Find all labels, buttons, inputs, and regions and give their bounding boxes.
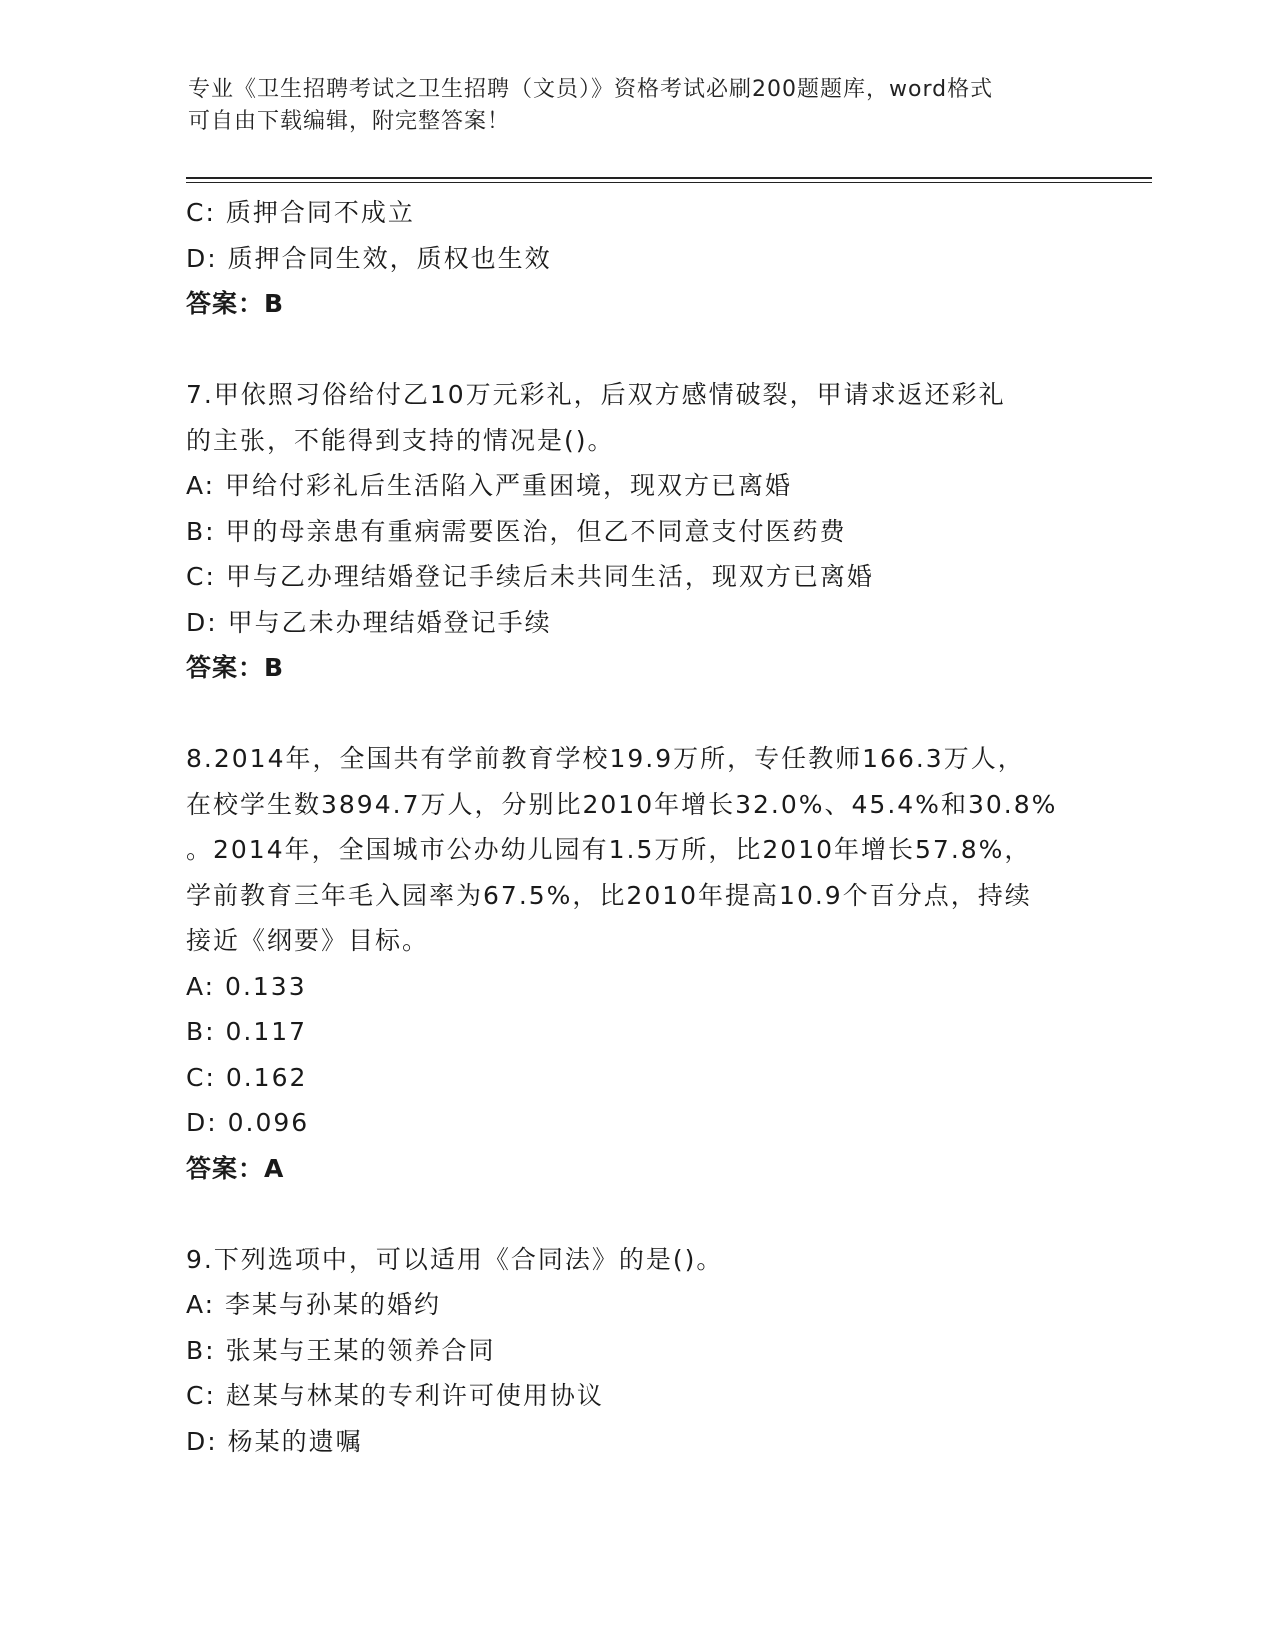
option-b: B: 张某与王某的领养合同 [186,1335,496,1365]
option-d: D: 0.096 [186,1108,310,1137]
option-d: D: 杨某的遗嘱 [186,1426,363,1456]
option-d: D: 甲与乙未办理结婚登记手续 [186,607,552,637]
option-c: C: 0.162 [186,1062,308,1092]
option-d: D: 质押合同生效，质权也生效 [186,243,552,273]
option-a: A: 李某与孙某的婚约 [186,1290,442,1319]
question-7 [186,372,1086,691]
question-stem-line: 。2014年，全国城市公办幼儿园有1.5万所，比2010年增长57.8%， [186,835,1032,864]
question-6-tail [186,190,1086,327]
option-a: A: 甲给付彩礼后生活陷入严重困境，现双方已离婚 [186,471,793,500]
answer-line: 答案：A [186,1153,285,1183]
header-title-line-2: 可自由下载编辑，附完整答案！ [188,109,511,134]
question-stem-line: 的主张，不能得到支持的情况是()。 [186,425,615,455]
option-c: C: 质押合同不成立 [186,198,415,227]
header-title-line-1: 专业《卫生招聘考试之卫生招聘（文员）》资格考试必刷200题题库，word格式 [188,77,994,102]
spacer [186,327,1086,373]
spacer [186,691,1086,737]
answer-line: 答案：B [186,653,285,682]
question-stem-line: 在校学生数3894.7万人，分别比2010年增长32.0%、45.4%和30.8% [186,789,1058,819]
answer-line: 答案：B [186,289,285,318]
question-stem-line: 8.2014年，全国共有学前教育学校19.9万所，专任教师166.3万人， [186,744,1025,773]
header-divider-thick [186,177,1152,179]
option-b: B: 0.117 [186,1017,308,1046]
header-divider-thin [186,182,1152,183]
option-c: C: 赵某与林某的专利许可使用协议 [186,1381,604,1410]
question-stem-line: 7.甲依照习俗给付乙10万元彩礼，后双方感情破裂，甲请求返还彩礼 [186,380,1006,409]
option-a: A: 0.133 [186,971,307,1001]
question-stem-line: 接近《纲要》目标。 [186,926,430,955]
question-9 [186,1237,1086,1465]
question-8 [186,736,1086,1191]
page-header [188,74,1088,138]
question-stem-line: 9.下列选项中，可以适用《合同法》的是()。 [186,1244,724,1274]
question-content [186,190,1086,1464]
option-c: C: 甲与乙办理结婚登记手续后未共同生活，现双方已离婚 [186,562,874,591]
question-stem-line: 学前教育三年毛入园率为67.5%，比2010年提高10.9个百分点，持续 [186,880,1032,910]
option-b: B: 甲的母亲患有重病需要医治，但乙不同意支付医药费 [186,516,847,546]
spacer [186,1191,1086,1237]
